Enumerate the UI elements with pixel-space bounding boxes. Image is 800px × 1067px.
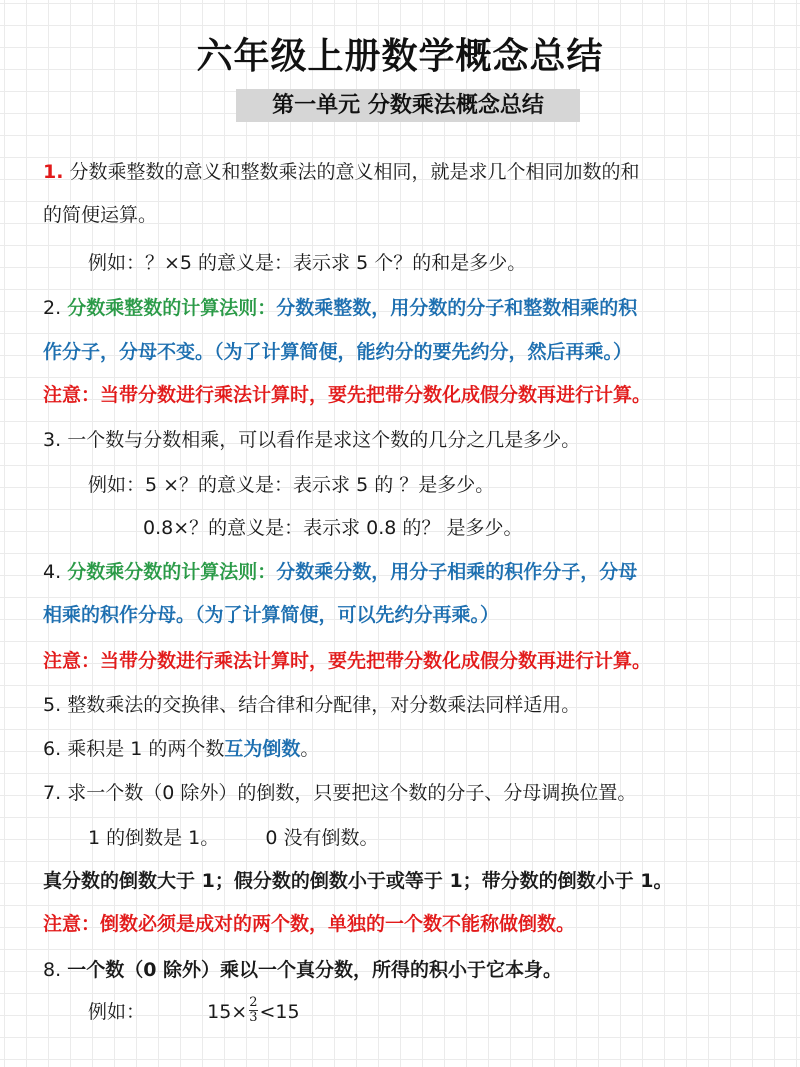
item-6-text-pre: 乘积是 1 的两个数: [67, 738, 225, 760]
fraction-numerator: 2: [249, 995, 258, 1010]
item-8-example: [88, 995, 300, 1027]
item-5-number: 5.: [43, 694, 62, 716]
item-1-example: 例如：？×5 的意义是：表示求 5 个？的和是多少。: [88, 252, 527, 274]
fraction-two-thirds: [249, 996, 257, 1025]
item-3-text: 一个数与分数相乘，可以看作是求这个数的几分之几是多少。: [67, 429, 581, 451]
item-1-line-2: 的简便运算。: [43, 204, 158, 226]
unit-subtitle: 第一单元 分数乘法概念总结: [236, 89, 580, 122]
item-2-rule-label: 分数乘整数的计算法则：: [67, 297, 277, 319]
item-5-line-1: [43, 692, 580, 718]
item-2-number: 2.: [43, 297, 62, 319]
item-8-example-label: 例如：: [88, 1001, 146, 1023]
item-3-example-2: 0.8×？的意义是：表示求 0.8 的？ 是多少。: [143, 517, 523, 539]
item-6-text-post: 。: [300, 738, 320, 760]
item-2-line-1: [43, 295, 637, 321]
item-2-line-2: 作分子，分母不变。（为了计算简便，能约分的要先约分，然后再乘。）: [43, 341, 633, 363]
item-8-expr-right: <15: [259, 1001, 300, 1023]
item-1-number: 1.: [43, 161, 64, 183]
page-title: 六年级上册数学概念总结: [196, 36, 604, 77]
item-3-line-1: [43, 427, 580, 453]
item-7-text: 求一个数（0 除外）的倒数，只要把这个数的分子、分母调换位置。: [67, 782, 637, 804]
item-2-rule-text: 分数乘整数，用分数的分子和整数相乘的积: [276, 297, 638, 319]
item-4-line-1: [43, 559, 637, 585]
item-3-example-1: 例如：5 ×？的意义是：表示求 5 的 ？是多少。: [88, 474, 495, 496]
item-7-example: [88, 825, 379, 851]
item-7-example-b: 0 没有倒数。: [265, 827, 379, 849]
item-6-highlight: 互为倒数: [224, 738, 301, 760]
item-4-rule-label: 分数乘分数的计算法则：: [67, 561, 277, 583]
item-6-number: 6.: [43, 738, 62, 760]
item-7-summary: 真分数的倒数大于 1；假分数的倒数小于或等于 1；带分数的倒数小于 1。: [43, 870, 673, 892]
item-3-number: 3.: [43, 429, 62, 451]
item-7-note: 注意：倒数必须是成对的两个数，单独的一个数不能称做倒数。: [43, 913, 576, 935]
item-5-text: 整数乘法的交换律、结合律和分配律，对分数乘法同样适用。: [67, 694, 581, 716]
fraction-denominator: 3: [249, 1010, 258, 1025]
item-8-text: 一个数（0 除外）乘以一个真分数，所得的积小于它本身。: [67, 959, 563, 981]
item-7-number: 7.: [43, 782, 62, 804]
item-8-expr-left: 15×: [207, 1001, 248, 1023]
item-6-line-1: [43, 736, 319, 762]
item-4-line-2: 相乘的积作分母。（为了计算简便，可以先约分再乘。）: [43, 604, 500, 626]
item-1-text: 分数乘整数的意义和整数乘法的意义相同，就是求几个相同加数的和: [69, 161, 640, 183]
item-7-line-1: [43, 780, 636, 806]
item-4-number: 4.: [43, 561, 62, 583]
item-8-line-1: [43, 957, 562, 983]
item-8-number: 8.: [43, 959, 62, 981]
item-4-rule-text: 分数乘分数，用分子相乘的积作分子，分母: [276, 561, 638, 583]
item-4-note: 注意：当带分数进行乘法计算时，要先把带分数化成假分数再进行计算。: [43, 650, 652, 672]
item-7-example-a: 1 的倒数是 1。: [88, 827, 220, 849]
item-2-note: 注意：当带分数进行乘法计算时，要先把带分数化成假分数再进行计算。: [43, 384, 652, 406]
item-1-line-1: [43, 159, 640, 185]
